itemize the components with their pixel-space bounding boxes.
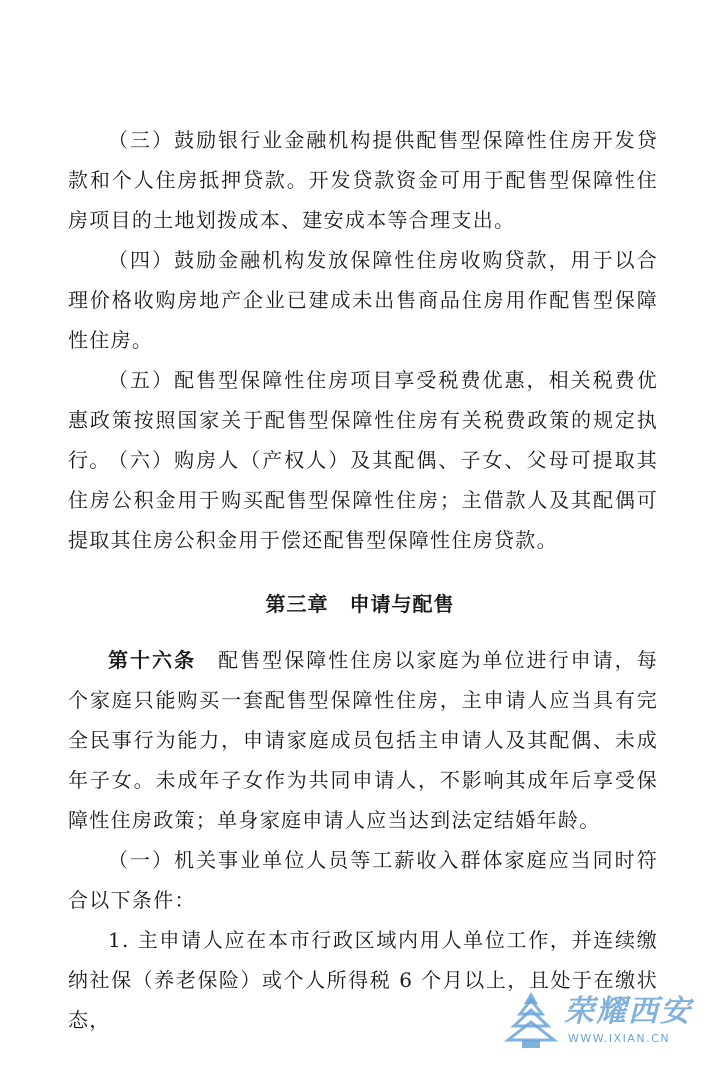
- tower-logo-icon: [502, 990, 560, 1050]
- item-1: 1. 主申请人应在本市行政区域内用人单位工作，并连续缴纳社保（养老保险）或个人所得税 6 个月以上，且处于在缴状态，: [68, 928, 658, 1032]
- article-16: [68, 640, 658, 840]
- watermark-url: WWW.IXIAN.CN: [568, 1032, 671, 1045]
- watermark: [502, 986, 712, 1056]
- paragraph-3: （三）鼓励银行业金融机构提供配售型保障性住房开发贷款和个人住房抵押贷款。开发贷款资金可用于配售型保障性住房项目的土地划拨成本、建安成本等合理支出。: [68, 128, 658, 232]
- paragraph-6: （六）购房人（产权人）及其配偶、子女、父母可提取其住房公积金用于购买配售型保障性住房；主借款人及其配偶可提取其住房公积金用于偿还配售型保障性住房贷款。: [68, 448, 658, 552]
- clause-1: （一）机关事业单位人员等工薪收入群体家庭应当同时符合以下条件：: [68, 848, 658, 912]
- article-label: 第十六条: [108, 648, 197, 672]
- paragraph-5: （五）配售型保障性住房项目享受税费优惠，相关税费优惠政策按照国家关于配售型保障性住房有关税费政策的规定执行。: [68, 368, 658, 472]
- chapter-heading: 第三章 申请与配售: [265, 592, 455, 616]
- paragraph-4: （四）鼓励金融机构发放保障性住房收购贷款，用于以合理价格收购房地产企业已建成未出售商品住房用作配售型保障性住房。: [68, 248, 658, 352]
- watermark-logo-text: 荣耀西安: [564, 994, 692, 1029]
- article-text: 配售型保障性住房以家庭为单位进行申请，每个家庭只能购买一套配售型保障性住房，主申请人应当具有完全民事行为能力，申请家庭成员包括主申请人及其配偶、未成年子女。未成年子女作为共同申请人，不影响其成年后享受保障性住房政策；单身家庭申请人应当达到法定结婚年龄。: [68, 648, 658, 832]
